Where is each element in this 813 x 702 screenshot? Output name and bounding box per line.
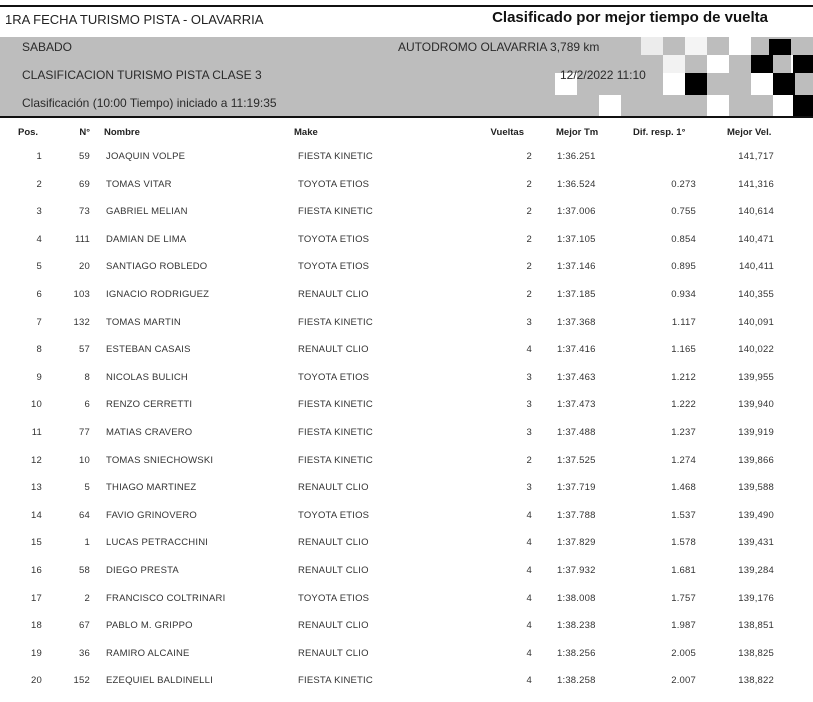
cell-make: FIESTA KINETIC [298, 206, 373, 218]
cell-best-time: 1:37.525 [557, 454, 596, 466]
table-row [0, 344, 813, 371]
cell-best-time: 1:37.185 [557, 289, 596, 300]
column-header-number: N° [79, 127, 90, 138]
cell-best-speed: 140,022 [738, 344, 774, 356]
cell-make: FIESTA KINETIC [298, 454, 373, 466]
cell-driver-name: NICOLAS BULICH [106, 371, 188, 383]
cell-gap: 1.274 [671, 454, 696, 466]
cell-number: 8 [84, 371, 90, 383]
table-row [0, 372, 813, 399]
cell-gap: 1.681 [671, 565, 696, 576]
cell-gap: 1.117 [671, 316, 696, 328]
table-row [0, 261, 813, 288]
column-header-gap: Dif. resp. 1° [633, 127, 686, 138]
cell-make: FIESTA KINETIC [298, 151, 373, 162]
cell-gap: 1.987 [671, 620, 696, 632]
cell-laps: 4 [526, 537, 532, 549]
cell-laps: 2 [526, 206, 532, 218]
cell-make: RENAULT CLIO [298, 344, 369, 356]
cell-driver-name: ESTEBAN CASAIS [106, 344, 191, 356]
cell-gap: 1.165 [671, 344, 696, 356]
cell-best-speed: 141,316 [738, 178, 774, 190]
cell-laps: 2 [526, 289, 532, 300]
cell-number: 58 [79, 565, 90, 576]
cell-laps: 2 [526, 178, 532, 190]
cell-pos: 3 [36, 206, 42, 218]
cell-number: 59 [79, 151, 90, 162]
column-header-make: Make [294, 127, 318, 138]
cell-gap: 1.222 [671, 399, 696, 411]
cell-best-time: 1:38.258 [557, 675, 596, 687]
cell-gap: 0.895 [671, 261, 696, 273]
table-row [0, 510, 813, 537]
cell-driver-name: EZEQUIEL BALDINELLI [106, 675, 213, 687]
cell-best-speed: 139,284 [738, 565, 774, 576]
cell-driver-name: RAMIRO ALCAINE [106, 647, 190, 659]
cell-laps: 4 [526, 565, 532, 576]
cell-number: 69 [79, 178, 90, 190]
table-row [0, 620, 813, 647]
cell-best-time: 1:37.146 [557, 261, 596, 273]
cell-gap: 0.854 [671, 233, 696, 245]
cell-best-speed: 141,717 [738, 151, 774, 162]
cell-number: 73 [79, 206, 90, 218]
cell-gap: 0.755 [671, 206, 696, 218]
cell-make: RENAULT CLIO [298, 565, 369, 576]
cell-best-speed: 140,411 [738, 261, 774, 273]
table-row [0, 537, 813, 564]
cell-make: FIESTA KINETIC [298, 316, 373, 328]
cell-best-speed: 138,851 [738, 620, 774, 632]
cell-pos: 4 [36, 233, 42, 245]
cell-pos: 15 [31, 537, 42, 549]
cell-best-time: 1:37.006 [557, 206, 596, 218]
column-header-best-speed: Mejor Vel. [727, 127, 772, 138]
cell-best-time: 1:37.105 [557, 233, 596, 245]
cell-pos: 18 [31, 620, 42, 632]
cell-driver-name: FRANCISCO COLTRINARI [106, 592, 226, 604]
session-category: CLASIFICACION TURISMO PISTA CLASE 3 [22, 68, 262, 82]
column-header-laps: Vueltas [490, 127, 524, 138]
cell-best-speed: 139,955 [738, 371, 774, 383]
sort-title: Clasificado por mejor tiempo de vuelta [492, 9, 768, 26]
cell-best-time: 1:37.788 [557, 509, 596, 521]
cell-pos: 1 [36, 151, 42, 162]
cell-pos: 8 [36, 344, 42, 356]
cell-number: 132 [73, 316, 90, 328]
cell-pos: 13 [31, 482, 42, 494]
cell-pos: 11 [31, 427, 42, 438]
cell-laps: 3 [526, 427, 532, 438]
cell-pos: 17 [31, 592, 42, 604]
cell-number: 103 [73, 289, 90, 300]
cell-gap: 0.273 [671, 178, 696, 190]
cell-number: 64 [79, 509, 90, 521]
cell-pos: 12 [31, 454, 42, 466]
cell-best-time: 1:38.008 [557, 592, 596, 604]
cell-number: 67 [79, 620, 90, 632]
cell-driver-name: GABRIEL MELIAN [106, 206, 188, 218]
cell-driver-name: DAMIAN DE LIMA [106, 233, 187, 245]
cell-best-speed: 139,490 [738, 509, 774, 521]
table-row [0, 675, 813, 702]
cell-number: 20 [79, 261, 90, 273]
cell-laps: 4 [526, 592, 532, 604]
cell-gap: 1.212 [671, 371, 696, 383]
cell-make: TOYOTA ETIOS [298, 233, 370, 245]
session-day: SABADO [22, 40, 73, 54]
cell-best-time: 1:37.463 [557, 371, 596, 383]
cell-best-time: 1:37.368 [557, 316, 596, 328]
cell-best-speed: 139,866 [738, 454, 774, 466]
cell-laps: 4 [526, 344, 532, 356]
cell-gap: 1.578 [671, 537, 696, 549]
cell-number: 6 [84, 399, 90, 411]
cell-pos: 10 [31, 399, 42, 411]
cell-best-time: 1:37.488 [557, 427, 596, 438]
cell-make: TOYOTA ETIOS [298, 509, 370, 521]
cell-number: 36 [79, 647, 90, 659]
cell-driver-name: PABLO M. GRIPPO [106, 620, 193, 632]
cell-best-speed: 139,176 [738, 592, 774, 604]
cell-best-time: 1:36.251 [557, 151, 596, 162]
cell-number: 10 [79, 454, 90, 466]
cell-gap: 1.237 [671, 427, 696, 438]
session-date-time: 12/2/2022 11:10 [560, 68, 646, 82]
cell-laps: 4 [526, 620, 532, 632]
cell-make: TOYOTA ETIOS [298, 371, 370, 383]
cell-pos: 5 [36, 261, 42, 273]
cell-best-speed: 139,940 [738, 399, 774, 411]
cell-gap: 2.005 [671, 647, 696, 659]
cell-make: TOYOTA ETIOS [298, 592, 370, 604]
cell-pos: 6 [36, 289, 42, 300]
column-header-best-time: Mejor Tm [556, 127, 599, 138]
cell-make: TOYOTA ETIOS [298, 178, 370, 190]
cell-driver-name: THIAGO MARTINEZ [106, 482, 197, 494]
circuit-name: AUTODROMO OLAVARRIA 3,789 km [398, 40, 600, 54]
cell-make: RENAULT CLIO [298, 537, 369, 549]
cell-number: 111 [74, 233, 90, 245]
cell-make: TOYOTA ETIOS [298, 261, 370, 273]
cell-driver-name: IGNACIO RODRIGUEZ [106, 289, 210, 300]
cell-laps: 2 [526, 454, 532, 466]
cell-best-speed: 139,919 [738, 427, 774, 438]
session-info-band [0, 37, 813, 116]
cell-laps: 3 [526, 316, 532, 328]
table-row [0, 455, 813, 482]
table-row [0, 648, 813, 675]
cell-number: 2 [84, 592, 90, 604]
cell-gap: 0.934 [671, 289, 696, 300]
cell-number: 5 [84, 482, 90, 494]
top-rule [0, 5, 813, 7]
cell-driver-name: TOMAS VITAR [106, 178, 172, 190]
cell-driver-name: JOAQUIN VOLPE [106, 151, 186, 162]
cell-best-time: 1:37.416 [557, 344, 596, 356]
table-row [0, 399, 813, 426]
cell-best-speed: 138,825 [738, 647, 774, 659]
cell-gap: 2.007 [671, 675, 696, 687]
cell-pos: 2 [36, 178, 42, 190]
table-row [0, 234, 813, 261]
cell-laps: 3 [526, 371, 532, 383]
table-row [0, 427, 813, 454]
cell-best-speed: 139,431 [738, 537, 774, 549]
cell-gap: 1.537 [671, 509, 696, 521]
cell-driver-name: DIEGO PRESTA [106, 565, 179, 576]
cell-pos: 16 [31, 565, 42, 576]
cell-best-speed: 140,091 [738, 316, 774, 328]
cell-best-speed: 138,822 [738, 675, 774, 687]
cell-laps: 3 [526, 482, 532, 494]
column-header-name: Nombre [104, 127, 140, 138]
cell-make: FIESTA KINETIC [298, 427, 373, 438]
header-bottom-rule [0, 116, 813, 118]
table-row [0, 206, 813, 233]
cell-number: 57 [79, 344, 90, 356]
cell-make: RENAULT CLIO [298, 289, 369, 300]
cell-gap: 1.757 [671, 592, 696, 604]
cell-make: RENAULT CLIO [298, 482, 369, 494]
cell-laps: 2 [526, 233, 532, 245]
cell-best-time: 1:37.829 [557, 537, 596, 549]
cell-pos: 7 [36, 316, 42, 328]
cell-best-time: 1:37.473 [557, 399, 596, 411]
cell-laps: 2 [526, 261, 532, 273]
cell-gap: 1.468 [671, 482, 696, 494]
cell-driver-name: MATIAS CRAVERO [106, 427, 193, 438]
cell-best-time: 1:38.238 [557, 620, 596, 632]
cell-driver-name: TOMAS SNIECHOWSKI [106, 454, 214, 466]
session-status: Clasificación (10:00 Tiempo) iniciado a 11:19:35 [22, 96, 277, 110]
cell-best-speed: 140,355 [738, 289, 774, 300]
cell-best-speed: 140,614 [738, 206, 774, 218]
table-row [0, 593, 813, 620]
column-header-pos: Pos. [18, 127, 39, 138]
cell-laps: 3 [526, 399, 532, 411]
cell-driver-name: FAVIO GRINOVERO [106, 509, 197, 521]
cell-driver-name: LUCAS PETRACCHINI [106, 537, 209, 549]
cell-make: RENAULT CLIO [298, 647, 369, 659]
cell-pos: 14 [31, 509, 42, 521]
cell-best-speed: 139,588 [738, 482, 774, 494]
cell-number: 77 [79, 427, 90, 438]
cell-make: FIESTA KINETIC [298, 399, 373, 411]
cell-laps: 4 [526, 509, 532, 521]
cell-make: RENAULT CLIO [298, 620, 369, 632]
table-row [0, 482, 813, 509]
cell-driver-name: SANTIAGO ROBLEDO [106, 261, 208, 273]
table-row [0, 151, 813, 178]
cell-number: 1 [84, 537, 90, 549]
cell-best-time: 1:36.524 [557, 178, 596, 190]
table-row [0, 565, 813, 592]
cell-laps: 2 [526, 151, 532, 162]
cell-best-speed: 140,471 [738, 233, 774, 245]
cell-pos: 9 [36, 371, 42, 383]
cell-driver-name: RENZO CERRETTI [106, 399, 193, 411]
cell-best-time: 1:37.719 [557, 482, 596, 494]
cell-make: FIESTA KINETIC [298, 675, 373, 687]
table-row [0, 179, 813, 206]
cell-best-time: 1:37.932 [557, 565, 596, 576]
cell-laps: 4 [526, 647, 532, 659]
cell-driver-name: TOMAS MARTIN [106, 316, 181, 328]
cell-best-time: 1:38.256 [557, 647, 596, 659]
table-row [0, 289, 813, 316]
cell-pos: 20 [31, 675, 42, 687]
cell-number: 152 [73, 675, 90, 687]
event-title: 1RA FECHA TURISMO PISTA - OLAVARRIA [5, 12, 264, 27]
cell-laps: 4 [526, 675, 532, 687]
table-row [0, 317, 813, 344]
cell-pos: 19 [31, 647, 42, 659]
